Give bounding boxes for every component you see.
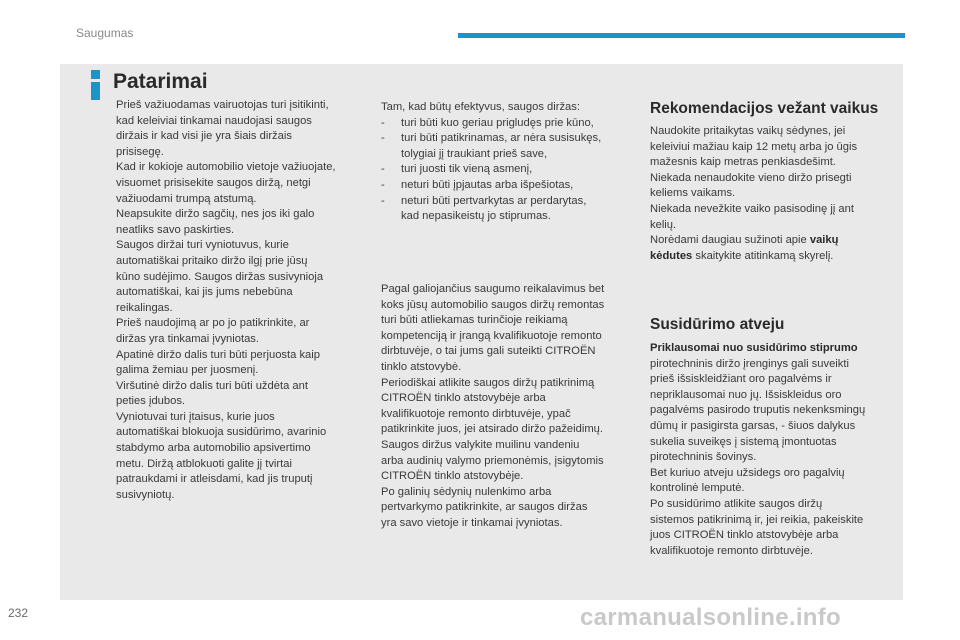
text-line: susivyniotų. [116, 488, 175, 501]
list-item-line: neturi būti įpjautas arba išpešiotas, [401, 178, 574, 191]
text-line: prisisegę. [116, 145, 164, 158]
text-line: važiuodami trumpą atstumą. [116, 192, 257, 205]
text-line: Pagal galiojančius saugumo reikalavimus bet [381, 283, 605, 295]
text-line: Prieš naudojimą ar po jo patikrinkite, ar [116, 317, 310, 330]
text-line: patraukdami ir atleisdami, kad jis truputį [116, 473, 313, 486]
text-line: pirotechninis diržo įrenginys gali suveikti [650, 357, 849, 370]
text-line: visuomet prisisekite saugos diržą, netgi [116, 176, 311, 189]
text-line: sukelia suveikęs į sistemą įmontuotas [650, 435, 837, 448]
text-line: peties įdubos. [116, 395, 186, 408]
list-item-line: turi būti patikrinamas, ar nėra susisukęs, [401, 132, 602, 145]
list-item-line: tolygiai jį traukiant prieš save, [401, 147, 548, 160]
text-line: CITROËN tinklo atstovybėje arba [381, 392, 546, 405]
text-line: prieš išsiskleidžiant oro pagalvėms ir [650, 373, 832, 386]
text-line: Neapsukite diržo sagčių, nes jos iki galo [116, 208, 315, 221]
text-line: kelių. [650, 218, 677, 231]
text-line: dirbtuvėje, o tai jums gali suteikti CITROËN [381, 345, 596, 358]
text-line: mažesnis kaip metras penkiasdešimt. [650, 156, 836, 169]
text-line: Vyniotuvai turi įtaisus, kurie juos [116, 410, 275, 423]
watermark: carmanualsonline.info [580, 604, 842, 631]
text-line: kvalifikuotoje remonto dirbtuvėje. [650, 544, 813, 557]
text-line: Saugos diržus valykite muilinu vandeniu [381, 438, 580, 451]
text-line: juos CITROËN tinklo atstovybėje arba [650, 529, 839, 542]
text-line: reikalingas. [116, 301, 173, 314]
list-dash: - [381, 132, 385, 145]
list-dash: - [381, 163, 385, 176]
text-line: Viršutinė diržo dalis turi būti uždėta ant [116, 379, 308, 392]
heading-children: Rekomendacijos vežant vaikus [650, 100, 879, 117]
text-line: kūno sudėjimo. Saugos diržas susivynioja [116, 270, 324, 283]
list-item-line: turi juosti tik vieną asmenį, [401, 163, 533, 176]
text-line: Prieš važiuodamas vairuotojas turi įsitikinti, [116, 99, 329, 111]
text-line: koks jūsų automobilio saugos diržų remontas [381, 298, 605, 311]
belt-requirement-item [381, 131, 633, 162]
text-line: galima žemiau per juosmenį. [116, 364, 259, 377]
text-line: stabdymo arba automobilio apsivertimo [116, 442, 311, 455]
text-line: neatliks savo paskirties. [116, 223, 235, 236]
text-line: keleiviui mažiau kaip 12 metų arba jo ūgis [650, 140, 858, 153]
info-icon-dot [91, 70, 100, 79]
text-line: Naudokite pritaikytas vaikų sėdynes, jei [650, 125, 846, 137]
info-icon-stem [91, 82, 100, 100]
text-line: pagalvėms pasirodo truputis nekenksmingų [650, 404, 866, 417]
belt-intro: Tam, kad būtų efektyvus, saugos diržas: [381, 101, 580, 113]
text-line: pirotechninis šovinys. [650, 451, 757, 464]
list-dash: - [381, 116, 385, 129]
text-line: Saugos diržai turi vyniotuvus, kurie [116, 239, 289, 252]
info-icon [88, 70, 104, 100]
text-line: keliems vaikams. [650, 187, 736, 200]
section-title: Saugumas [76, 26, 134, 40]
text-line: Kad ir kokioje automobilio vietoje važiuojate, [116, 161, 336, 174]
heading-collision: Susidūrimo atveju [650, 316, 785, 333]
text-line: CITROËN tinklo atstovybėje. [381, 470, 524, 483]
page-number: 232 [8, 606, 29, 620]
text-line: turi būti atliekamas turinčioje reikiamą [381, 314, 568, 327]
belt-requirement-item [381, 162, 633, 178]
list-item-line: kad nepasikeistų jo stiprumas. [401, 210, 551, 223]
belt-requirement-item [381, 178, 633, 194]
text-line: kompetenciją ir įrangą kvalifikuotoje remonto [381, 329, 602, 342]
list-item-line: turi būti kuo geriau prigludęs prie kūno, [401, 116, 594, 129]
list-dash: - [381, 178, 385, 191]
list-item-text [401, 162, 633, 178]
text-line: Po susidūrimo atlikite saugos diržų [650, 497, 823, 510]
text-line: dūmų ir pasigirsta garsas, - šiuos dalykus [650, 419, 856, 432]
text-line: yra savo vietoje ir tinkamai įvyniotas. [381, 516, 563, 529]
text-line: diržais ir kad visi jie yra šiais diržais [116, 130, 292, 143]
text-line: tinklo atstovybė. [381, 360, 462, 373]
column-middle-bottom [381, 282, 633, 532]
list-item-line: neturi būti pertvarkytas ar perdarytas, [401, 194, 587, 207]
children-seat-reference: Norėdami daugiau sužinoti apie vaikų kėdutes skaitykite atitinkamą skyrelį. [650, 234, 839, 262]
column-left [116, 98, 362, 503]
text-line: kvalifikuotoje remonto dirbtuvėje, ypač [381, 407, 571, 420]
text-line: automatiškai, kai jis jums nebebūna [116, 286, 293, 299]
text-line: automatiškai pritaiko diržo ilgį prie jūsų [116, 254, 308, 267]
list-dash: - [381, 194, 385, 207]
text-line: pertvarkymo patikrinkite, ar saugos diržas [381, 501, 588, 514]
text-line: kad keleiviai tinkamai naudojasi saugos [116, 114, 312, 127]
header-accent-bar [458, 33, 905, 38]
belt-requirement-item [381, 194, 633, 225]
text-line: Niekada nenaudokite vieno diržo prisegti [650, 171, 852, 184]
text-line: patikrinkite juos, jei atsirado diržo pažeidimų. [381, 423, 603, 436]
text-line: sistemos patikrinimą ir, jei reikia, pakeiskite [650, 513, 864, 526]
list-item-text [401, 131, 633, 162]
list-item-text [401, 178, 633, 194]
text-line: diržas yra tinkamai įvyniotas. [116, 332, 260, 345]
text-line: arba audinių valymo priemonėmis, įsigytomis [381, 454, 604, 467]
text-line: Apatinė diržo dalis turi būti perjuosta kaip [116, 348, 320, 361]
text-line: Niekada nevežkite vaiko pasisodinę jį ant [650, 202, 854, 215]
text-line: nepriklausomai nuo jų. Išsiskleidus oro [650, 388, 842, 401]
text-line: metu. Diržą atblokuoti galite jį tvirtai [116, 457, 292, 470]
list-item-text [401, 194, 633, 225]
column-middle-top [381, 100, 633, 225]
text-line: Periodiškai atlikite saugos diržų patikrinimą [381, 376, 595, 389]
list-item-text [401, 116, 633, 132]
text-line: automatiškai blokuoja susidūrimo, avarinio [116, 426, 327, 439]
column-right-bottom [650, 341, 890, 559]
panel-title: Patarimai [113, 70, 208, 93]
text-line: Po galinių sėdynių nulenkimo arba [381, 485, 552, 498]
text-line: kontrolinė lemputė. [650, 482, 745, 495]
collision-bold-line: Priklausomai nuo susidūrimo stiprumo [650, 342, 858, 354]
belt-requirement-item [381, 116, 633, 132]
text-line: Bet kuriuo atveju užsidegs oro pagalvių [650, 466, 845, 479]
column-right-top [650, 124, 890, 264]
